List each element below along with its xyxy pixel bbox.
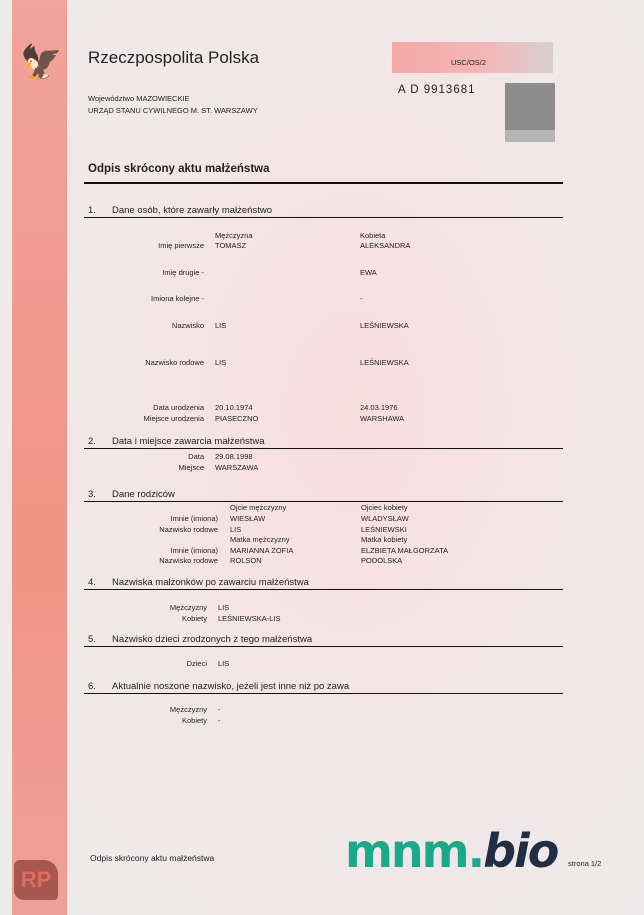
document-title: Odpis skrócony aktu małżeństwa bbox=[88, 163, 270, 175]
field-label: Nazwisko bbox=[171, 321, 204, 330]
section-divider bbox=[84, 217, 563, 218]
man-value: WIESŁAW bbox=[230, 514, 266, 523]
man-value: TOMASZ bbox=[215, 241, 247, 250]
section-divider bbox=[84, 501, 563, 502]
section-divider bbox=[84, 693, 563, 694]
field-label: Miejsce urodzenia bbox=[143, 414, 204, 423]
field-label: Nazwisko rodowe bbox=[145, 358, 204, 367]
footer-title: Odpis skrócony aktu małżeństwa bbox=[90, 853, 215, 863]
woman-value: WLADYSŁAW bbox=[361, 514, 409, 523]
field-label: Kobiety bbox=[181, 716, 207, 725]
field-label: Nazwisko rodowe bbox=[159, 525, 218, 534]
woman-value: - bbox=[360, 294, 363, 303]
mother-man-header: Matka mężczyzny bbox=[230, 535, 290, 544]
section-number: 5. bbox=[88, 634, 96, 645]
woman-value: ALEKSANDRA bbox=[360, 241, 411, 250]
field-label: Data bbox=[188, 452, 204, 461]
field-label: Imię pierwsze bbox=[158, 241, 204, 250]
field-value: LIS bbox=[218, 603, 230, 612]
man-value: 20.10.1974 bbox=[215, 403, 253, 412]
divider bbox=[84, 182, 563, 184]
field-label: Nazwisko rodowe bbox=[159, 556, 218, 565]
column-man: Mężczyzna bbox=[215, 231, 253, 240]
field-label: Data urodzenia bbox=[153, 403, 204, 412]
section-divider bbox=[84, 589, 563, 590]
man-value: MARIANNA ZOFIA bbox=[230, 546, 294, 555]
woman-value: LEŚNIEWSKA bbox=[360, 358, 409, 367]
father-man-header: Ojcie mężczyzny bbox=[230, 503, 287, 512]
man-value: LIS bbox=[215, 358, 227, 367]
hologram bbox=[505, 83, 555, 142]
serial-number: A D 9913681 bbox=[398, 84, 476, 96]
section-title: Aktualnie noszone nazwisko, jeżeli jest inne niż po zawa bbox=[112, 681, 350, 692]
country-name: Rzeczpospolita Polska bbox=[88, 48, 260, 67]
field-label: Kobiety bbox=[181, 614, 207, 623]
section-title: Dane osób, które zawarły małżeństwo bbox=[112, 205, 272, 216]
section-title: Data i miejsce zawarcia małżeństwa bbox=[112, 436, 265, 447]
watermark-logo bbox=[345, 824, 558, 878]
man-value: PIASECZNO bbox=[215, 414, 259, 423]
field-value: 29.08.1998 bbox=[215, 452, 253, 461]
man-value: LIS bbox=[230, 525, 242, 534]
page-number: strona 1/2 bbox=[568, 859, 602, 868]
section-number: 4. bbox=[88, 577, 96, 588]
voivodeship: Województwo MAZOWIECKIE bbox=[88, 94, 190, 103]
rp-poland-map-icon: RP bbox=[14, 860, 58, 900]
field-label: Imię drugie - bbox=[162, 268, 204, 277]
field-value: WARSZAWA bbox=[215, 463, 259, 472]
woman-value: EWA bbox=[360, 268, 377, 277]
section-number: 1. bbox=[88, 205, 96, 216]
field-value: LIS bbox=[218, 659, 230, 668]
section-number: 3. bbox=[88, 489, 96, 500]
office-name: URZĄD STANU CYWILNEGO M. ST. WARSZAWY bbox=[88, 106, 258, 115]
field-label: Imnie (imiona) bbox=[170, 514, 218, 523]
father-woman-header: Ojciec kobiety bbox=[361, 503, 408, 512]
eagle-emblem-icon: 🦅 bbox=[20, 44, 63, 82]
field-value: - bbox=[218, 716, 221, 725]
field-label: Miejsce bbox=[178, 463, 204, 472]
column-woman: Kobieta bbox=[360, 231, 386, 240]
woman-value: LEŚNIEWSKI bbox=[361, 525, 407, 534]
woman-value: PODOLSKA bbox=[361, 556, 403, 565]
field-label: Imiona kolejne - bbox=[151, 294, 204, 303]
form-code: USC/OS/2 bbox=[451, 58, 487, 67]
field-value: LEŚNIEWSKA-LIS bbox=[218, 614, 281, 623]
woman-value: 24.03.1976 bbox=[360, 403, 398, 412]
field-label: Imnie (imiona) bbox=[170, 546, 218, 555]
section-title: Dane rodziców bbox=[112, 489, 175, 500]
man-value: ROLSON bbox=[230, 556, 262, 565]
section-number: 2. bbox=[88, 436, 96, 447]
field-value: - bbox=[218, 705, 221, 714]
section-title: Nazwisko dzieci zrodzonych z tego małżeństwa bbox=[112, 634, 313, 645]
watermark-part-a: mnm. bbox=[345, 824, 484, 878]
woman-value: ELZBIETA MAŁGORZATA bbox=[361, 546, 449, 555]
field-label: Mężczyzny bbox=[169, 705, 207, 714]
man-value: LIS bbox=[215, 321, 227, 330]
watermark-part-b: bio bbox=[483, 824, 558, 878]
woman-value: WARSHAWA bbox=[360, 414, 405, 423]
woman-value: LEŚNIEWSKA bbox=[360, 321, 409, 330]
section-divider bbox=[84, 448, 563, 449]
field-label: Dzieci bbox=[186, 659, 207, 668]
section-number: 6. bbox=[88, 681, 96, 692]
section-divider bbox=[84, 646, 563, 647]
section-title: Nazwiska małżonków po zawarciu małżeństwa bbox=[112, 577, 309, 588]
red-side-strip bbox=[12, 0, 67, 915]
mother-woman-header: Matka kobiety bbox=[361, 535, 408, 544]
field-label: Mężczyzny bbox=[169, 603, 207, 612]
